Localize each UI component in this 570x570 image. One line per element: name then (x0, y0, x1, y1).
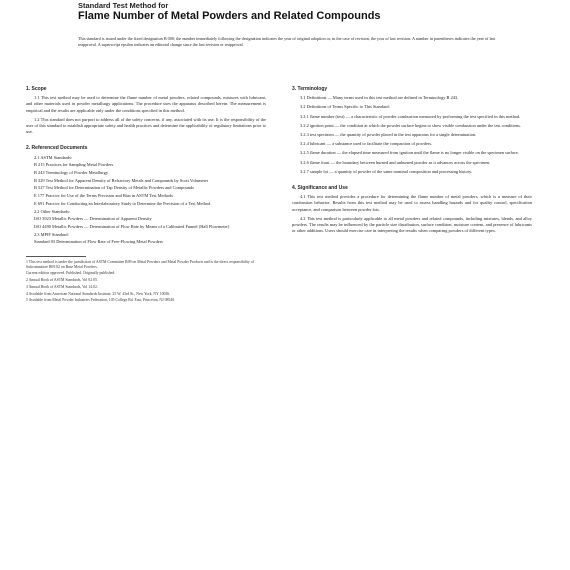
reference-item: B 215 Practices for Sampling Metal Powders (34, 162, 114, 168)
reference-item: B 527 Test Method for Determination of Tap Density of Metallic Powders and Compounds (34, 185, 194, 191)
section-title: 2. Referenced Documents (26, 145, 88, 152)
paragraph: 3.2.4 lubricant — a substance used to facilitate the compaction of powders. (300, 141, 433, 147)
paragraph: 1.2 This standard does not purport to address all of the safety concerns, if any, associated with its use. It is the responsibility of the user of this standard to establish appropriate safety and health practices and determine the applicability of regulatory limitations prior to use. (26, 116, 266, 135)
reference-item: 2.1 ASTM Standards: (34, 154, 73, 160)
paragraph: 3.1 Definitions — Many terms used in this test method are defined in Terminology B 243. (300, 95, 459, 101)
reference-item: ISO 4490 Metallic Powders — Determination of Flow Rate by Means of a Calibrated Funnel (Hall Flowmeter) (34, 223, 230, 229)
footnote: 1 This test method is under the jurisdiction of ASTM Committee B09 on Metal Powders and Metal Powder Products and is the direct responsibility of Subcommittee B09.02 on Base Metal Powders. (26, 259, 254, 269)
section-scope (26, 86, 266, 135)
footnote: 5 Available from Metal Powder Industries Federation, 105 College Rd. East, Princeton, NJ 08540. (26, 298, 176, 303)
paragraph: 1.1 This test method may be used to determine the flame number of metal powders, related compounds, mixtures with lubricant, and other materials used in powder metallurgy applications. The procedure uses the apparatus described herein. The measurement is empirical and the results are applicable only under the conditions specified in this method. (26, 95, 266, 113)
reference-item: B 243 Terminology of Powder Metallurgy (34, 170, 109, 176)
reference-item: ISO 3923 Metallic Powders — Determination of Apparent Density (34, 216, 152, 222)
section-title: 1. Scope (26, 86, 47, 92)
paragraph: 4.2 This test method is particularly applicable to all metal powders and related compounds, including mixtures, blends, and alloy powders. The results may be influenced by the particle size distribution, surface condition, moisture content, and presence of lubricants or other additions. Users should exercise care in interpreting the results when comparing powders of different types. (292, 215, 532, 234)
reference-item: 2.2 Other Standards: (34, 208, 71, 214)
footnotes (26, 260, 266, 304)
footnote: 2 Annual Book of ASTM Standards, Vol 02.05. (26, 278, 98, 283)
paragraph: 3.2.3 test specimen — the quantity of powder placed in the test apparatus for a single determination. (300, 132, 477, 138)
section-terminology (292, 86, 532, 175)
paragraph: 3.2.6 flame front — the boundary between burned and unburned powder as it advances across the specimen. (300, 159, 491, 165)
right-column (292, 86, 532, 237)
paragraph: 3.2.5 flame duration — the elapsed time measured from ignition until the flame is no longer visible on the specimen surface. (300, 150, 519, 156)
left-column (26, 86, 266, 305)
reference-item: E 177 Practice for Use of the Terms Precision and Bias in ASTM Test Methods (34, 193, 173, 199)
section-significance-and-use (292, 185, 532, 234)
section-referenced-documents (26, 145, 266, 245)
footnote-divider (26, 256, 86, 257)
paragraph: 3.2 Definitions of Terms Specific to This Standard: (300, 104, 390, 110)
paragraph: 3.2.1 flame number (test) — a characteristic of powder combustion measured by performing the test specified in this method. (300, 113, 521, 119)
paragraph: 3.2.2 ignition point — the condition at which the powder surface begins to show visible combustion under the test conditions. (300, 122, 521, 128)
reference-item: B 329 Test Method for Apparent Density of Refractory Metals and Compounds by Scott Volumeter (34, 177, 209, 183)
footnote: 3 Annual Book of ASTM Standards, Vol 14.02. (26, 284, 98, 289)
footnote: 4 Available from American National Standards Institute, 25 W. 43rd St., New York, NY 10036. (26, 291, 171, 296)
paragraph: 4.1 This test method provides a procedure for determining the flame number of metal powders, which is a measure of their combustion behavior. Results from this test method may be used to assess handling hazards and for quality control, specification acceptance, and comparison between powder lots. (292, 194, 532, 212)
document-page (26, 0, 546, 570)
footnote: Current edition approved. Published. Originally published. (26, 271, 116, 276)
designation-note: This standard is issued under the fixed designation B 000; the number immediately following the designation indicates the year of original adoption or, in the case of revision, the year of last revision. A number in parentheses indicates the year of last reapproval. A superscript epsilon indicates an editorial change since the last revision or reapproval. (78, 36, 496, 47)
reference-item: Standard 03 Determination of Flow Rate of Free-Flowing Metal Powders (34, 239, 163, 245)
document-subtitle: Standard Test Method for (78, 1, 169, 10)
section-title: 3. Terminology (292, 86, 328, 92)
document-title: Flame Number of Metal Powders and Related Compounds (78, 10, 381, 22)
section-title: 4. Significance and Use (292, 185, 348, 192)
reference-item: E 691 Practice for Conducting an Interlaboratory Study to Determine the Precision of a Test Method (34, 200, 211, 206)
reference-item: 2.3 MPIF Standard: (34, 231, 69, 237)
paragraph: 3.2.7 sample lot — a quantity of powder of the same nominal composition and processing history. (300, 168, 473, 174)
